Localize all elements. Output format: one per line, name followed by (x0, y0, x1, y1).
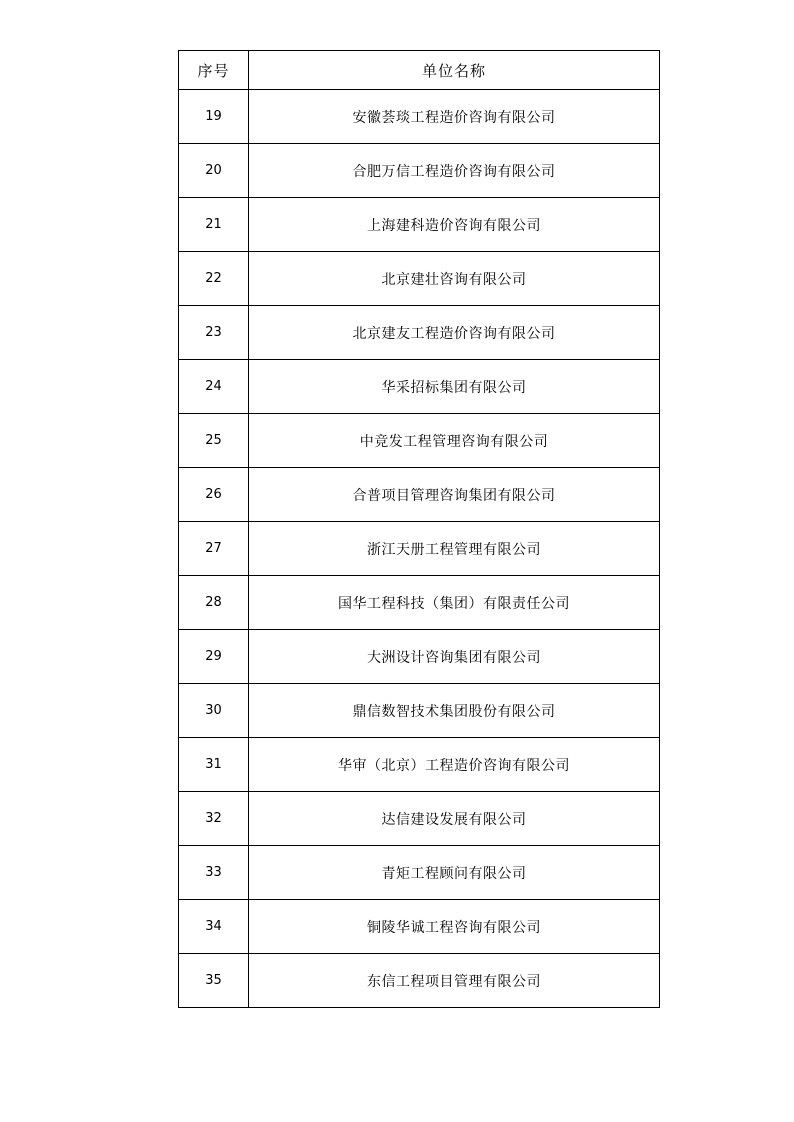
cell-index: 28 (179, 576, 249, 630)
cell-index: 32 (179, 792, 249, 846)
table-row (179, 738, 660, 792)
table-row (179, 576, 660, 630)
column-header-unit-name: 单位名称 (249, 51, 660, 90)
cell-index: 22 (179, 252, 249, 306)
cell-unit-name: 鼎信数智技术集团股份有限公司 (249, 684, 660, 738)
cell-index: 24 (179, 360, 249, 414)
cell-index: 31 (179, 738, 249, 792)
table-row (179, 522, 660, 576)
cell-unit-name: 上海建科造价咨询有限公司 (249, 198, 660, 252)
table-row (179, 198, 660, 252)
table-header (179, 51, 660, 90)
table-body (179, 90, 660, 1008)
cell-unit-name: 中竞发工程管理咨询有限公司 (249, 414, 660, 468)
table-row (179, 360, 660, 414)
table-row (179, 900, 660, 954)
cell-unit-name: 合肥万信工程造价咨询有限公司 (249, 144, 660, 198)
cell-index: 34 (179, 900, 249, 954)
table-row (179, 684, 660, 738)
cell-unit-name: 东信工程项目管理有限公司 (249, 954, 660, 1008)
table-row (179, 468, 660, 522)
unit-list-table (178, 50, 660, 1008)
cell-index: 25 (179, 414, 249, 468)
cell-unit-name: 国华工程科技（集团）有限责任公司 (249, 576, 660, 630)
cell-unit-name: 华采招标集团有限公司 (249, 360, 660, 414)
cell-unit-name: 达信建设发展有限公司 (249, 792, 660, 846)
cell-unit-name: 大洲设计咨询集团有限公司 (249, 630, 660, 684)
cell-unit-name: 北京建壮咨询有限公司 (249, 252, 660, 306)
table-row (179, 306, 660, 360)
table-row (179, 252, 660, 306)
table-row (179, 90, 660, 144)
table-row (179, 144, 660, 198)
cell-unit-name: 青矩工程顾问有限公司 (249, 846, 660, 900)
cell-index: 23 (179, 306, 249, 360)
cell-index: 35 (179, 954, 249, 1008)
table-row (179, 630, 660, 684)
cell-index: 30 (179, 684, 249, 738)
table-row (179, 954, 660, 1008)
cell-unit-name: 安徽荟琰工程造价咨询有限公司 (249, 90, 660, 144)
cell-index: 29 (179, 630, 249, 684)
cell-unit-name: 北京建友工程造价咨询有限公司 (249, 306, 660, 360)
cell-unit-name: 浙江天册工程管理有限公司 (249, 522, 660, 576)
cell-unit-name: 铜陵华诚工程咨询有限公司 (249, 900, 660, 954)
cell-index: 33 (179, 846, 249, 900)
unit-list-table-container (178, 50, 659, 1008)
cell-index: 20 (179, 144, 249, 198)
table-row (179, 792, 660, 846)
column-header-index: 序号 (179, 51, 249, 90)
table-row (179, 846, 660, 900)
cell-index: 19 (179, 90, 249, 144)
table-header-row (179, 51, 660, 90)
table-row (179, 414, 660, 468)
cell-index: 27 (179, 522, 249, 576)
cell-index: 26 (179, 468, 249, 522)
cell-index: 21 (179, 198, 249, 252)
cell-unit-name: 华审（北京）工程造价咨询有限公司 (249, 738, 660, 792)
cell-unit-name: 合普项目管理咨询集团有限公司 (249, 468, 660, 522)
